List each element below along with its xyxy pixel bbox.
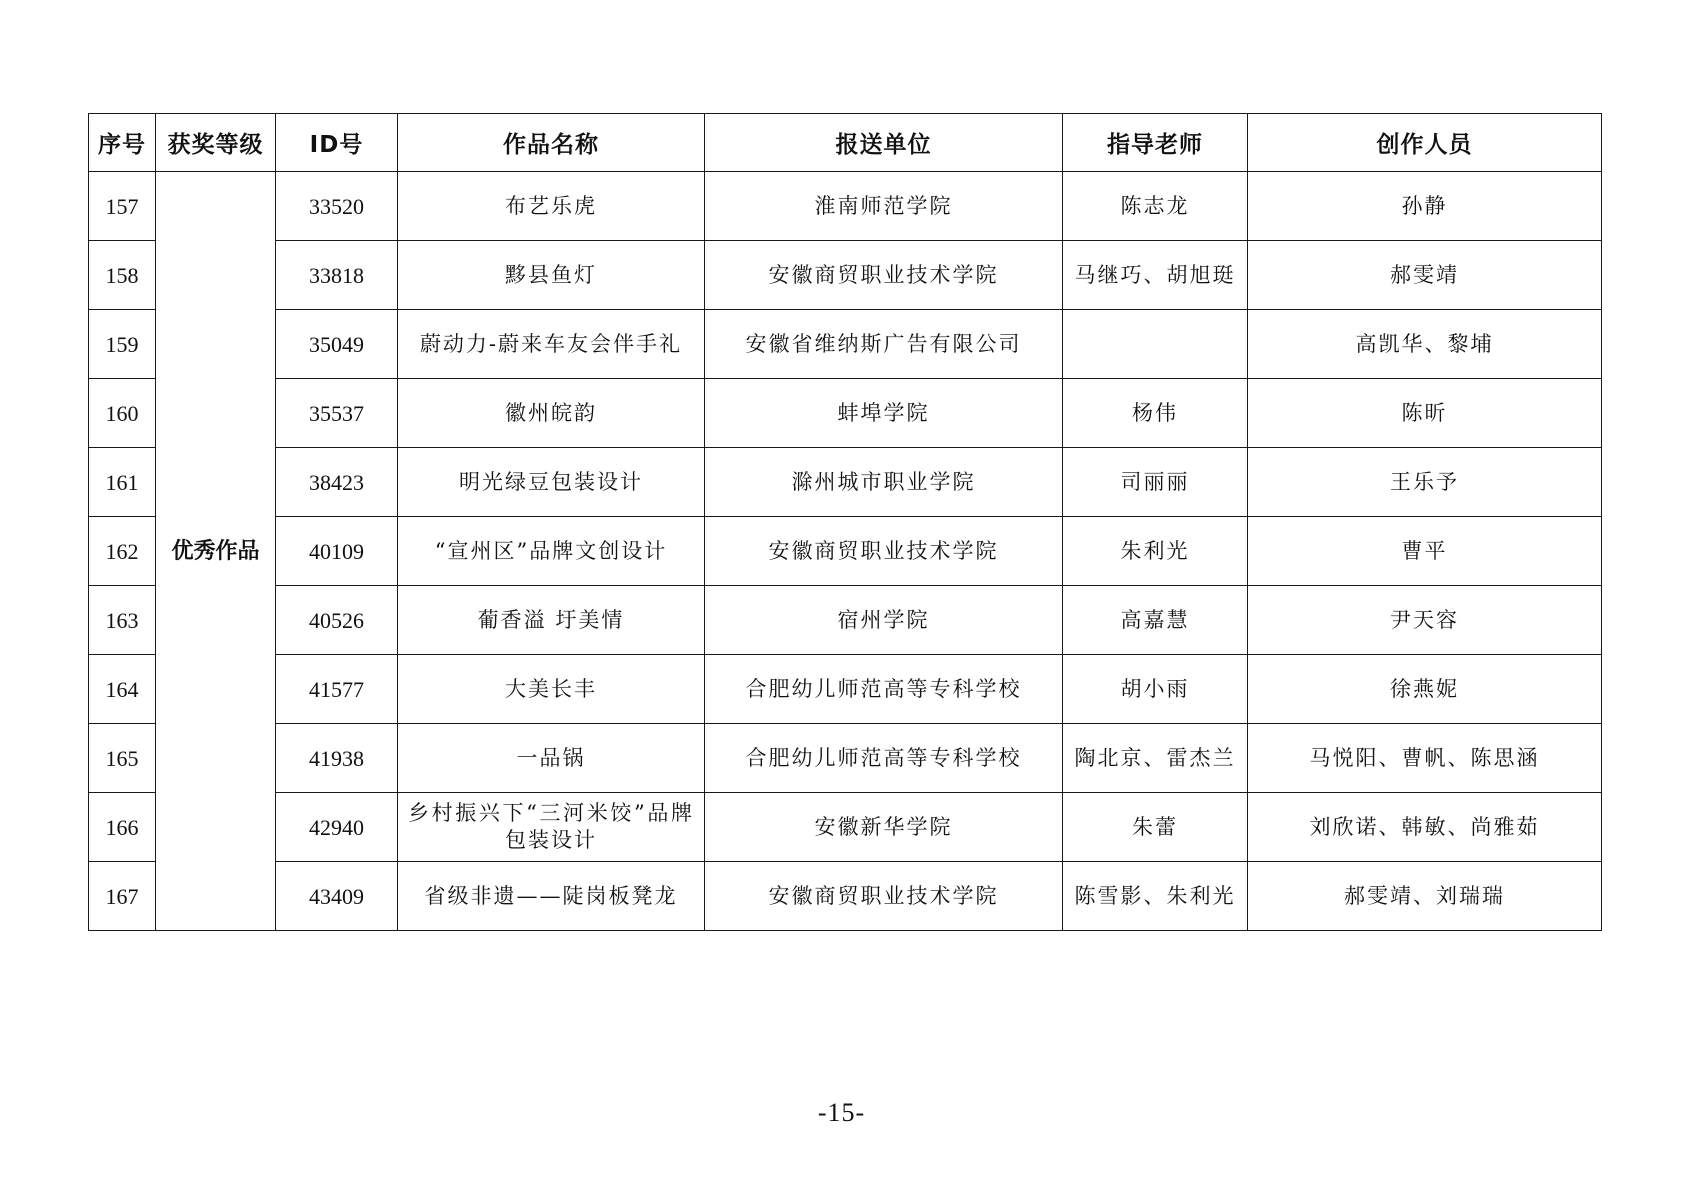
cell-seq: 163 xyxy=(89,586,156,655)
cell-advisor: 马继巧、胡旭珽 xyxy=(1063,241,1248,310)
cell-id: 42940 xyxy=(276,793,398,862)
cell-creators: 徐燕妮 xyxy=(1248,655,1602,724)
table-row xyxy=(89,724,1602,793)
table-row xyxy=(89,172,1602,241)
cell-advisor: 杨伟 xyxy=(1063,379,1248,448)
cell-unit: 安徽商贸职业技术学院 xyxy=(705,862,1063,931)
cell-unit: 合肥幼儿师范高等专科学校 xyxy=(705,724,1063,793)
table-row xyxy=(89,793,1602,862)
cell-title: 明光绿豆包装设计 xyxy=(398,448,705,517)
cell-creators: 孙静 xyxy=(1248,172,1602,241)
header-unit: 报送单位 xyxy=(705,114,1063,172)
cell-id: 41938 xyxy=(276,724,398,793)
cell-advisor: 高嘉慧 xyxy=(1063,586,1248,655)
cell-advisor: 陈雪影、朱利光 xyxy=(1063,862,1248,931)
cell-seq: 165 xyxy=(89,724,156,793)
cell-id: 43409 xyxy=(276,862,398,931)
cell-creators: 高凯华、黎埔 xyxy=(1248,310,1602,379)
cell-creators: 郝雯靖、刘瑞瑞 xyxy=(1248,862,1602,931)
table-row xyxy=(89,517,1602,586)
table-row xyxy=(89,586,1602,655)
cell-id: 35537 xyxy=(276,379,398,448)
table-row xyxy=(89,655,1602,724)
cell-id: 33818 xyxy=(276,241,398,310)
table-row xyxy=(89,379,1602,448)
cell-unit: 安徽新华学院 xyxy=(705,793,1063,862)
cell-unit: 安徽商贸职业技术学院 xyxy=(705,241,1063,310)
table-row xyxy=(89,310,1602,379)
header-id: ID号 xyxy=(276,114,398,172)
cell-title: 布艺乐虎 xyxy=(398,172,705,241)
cell-seq: 157 xyxy=(89,172,156,241)
cell-title: 黟县鱼灯 xyxy=(398,241,705,310)
cell-unit: 宿州学院 xyxy=(705,586,1063,655)
award-table xyxy=(88,113,1602,931)
header-creators: 创作人员 xyxy=(1248,114,1602,172)
cell-seq: 158 xyxy=(89,241,156,310)
cell-seq: 166 xyxy=(89,793,156,862)
cell-advisor: 司丽丽 xyxy=(1063,448,1248,517)
cell-seq: 160 xyxy=(89,379,156,448)
cell-unit: 合肥幼儿师范高等专科学校 xyxy=(705,655,1063,724)
cell-seq: 167 xyxy=(89,862,156,931)
cell-seq: 164 xyxy=(89,655,156,724)
cell-unit: 蚌埠学院 xyxy=(705,379,1063,448)
cell-title: 徽州皖韵 xyxy=(398,379,705,448)
cell-advisor: 陈志龙 xyxy=(1063,172,1248,241)
cell-creators: 陈昕 xyxy=(1248,379,1602,448)
cell-award-level: 优秀作品 xyxy=(156,172,276,931)
table-row xyxy=(89,862,1602,931)
cell-id: 38423 xyxy=(276,448,398,517)
header-advisor: 指导老师 xyxy=(1063,114,1248,172)
header-title: 作品名称 xyxy=(398,114,705,172)
cell-advisor: 朱蕾 xyxy=(1063,793,1248,862)
cell-advisor: 胡小雨 xyxy=(1063,655,1248,724)
cell-unit: 安徽省维纳斯广告有限公司 xyxy=(705,310,1063,379)
cell-title: 蔚动力-蔚来车友会伴手礼 xyxy=(398,310,705,379)
cell-creators: 刘欣诺、韩敏、尚雅茹 xyxy=(1248,793,1602,862)
cell-id: 33520 xyxy=(276,172,398,241)
cell-creators: 郝雯靖 xyxy=(1248,241,1602,310)
cell-title: “宣州区”品牌文创设计 xyxy=(398,517,705,586)
cell-unit: 安徽商贸职业技术学院 xyxy=(705,517,1063,586)
cell-title: 乡村振兴下“三河米饺”品牌包装设计 xyxy=(398,793,705,862)
cell-advisor: 朱利光 xyxy=(1063,517,1248,586)
table-row xyxy=(89,241,1602,310)
cell-title: 葡香溢 圩美情 xyxy=(398,586,705,655)
page-number: -15- xyxy=(817,1098,866,1127)
cell-title: 大美长丰 xyxy=(398,655,705,724)
cell-creators: 马悦阳、曹帆、陈思涵 xyxy=(1248,724,1602,793)
cell-advisor xyxy=(1063,310,1248,379)
cell-creators: 王乐予 xyxy=(1248,448,1602,517)
cell-title: 省级非遗——陡岗板凳龙 xyxy=(398,862,705,931)
cell-id: 40526 xyxy=(276,586,398,655)
cell-seq: 161 xyxy=(89,448,156,517)
cell-id: 41577 xyxy=(276,655,398,724)
cell-unit: 滁州城市职业学院 xyxy=(705,448,1063,517)
header-row xyxy=(89,114,1602,172)
cell-unit: 淮南师范学院 xyxy=(705,172,1063,241)
cell-seq: 162 xyxy=(89,517,156,586)
header-seq: 序号 xyxy=(89,114,156,172)
header-award-level: 获奖等级 xyxy=(156,114,276,172)
cell-seq: 159 xyxy=(89,310,156,379)
table-row xyxy=(89,448,1602,517)
cell-creators: 尹天容 xyxy=(1248,586,1602,655)
cell-title: 一品锅 xyxy=(398,724,705,793)
cell-advisor: 陶北京、雷杰兰 xyxy=(1063,724,1248,793)
cell-creators: 曹平 xyxy=(1248,517,1602,586)
cell-id: 35049 xyxy=(276,310,398,379)
cell-id: 40109 xyxy=(276,517,398,586)
